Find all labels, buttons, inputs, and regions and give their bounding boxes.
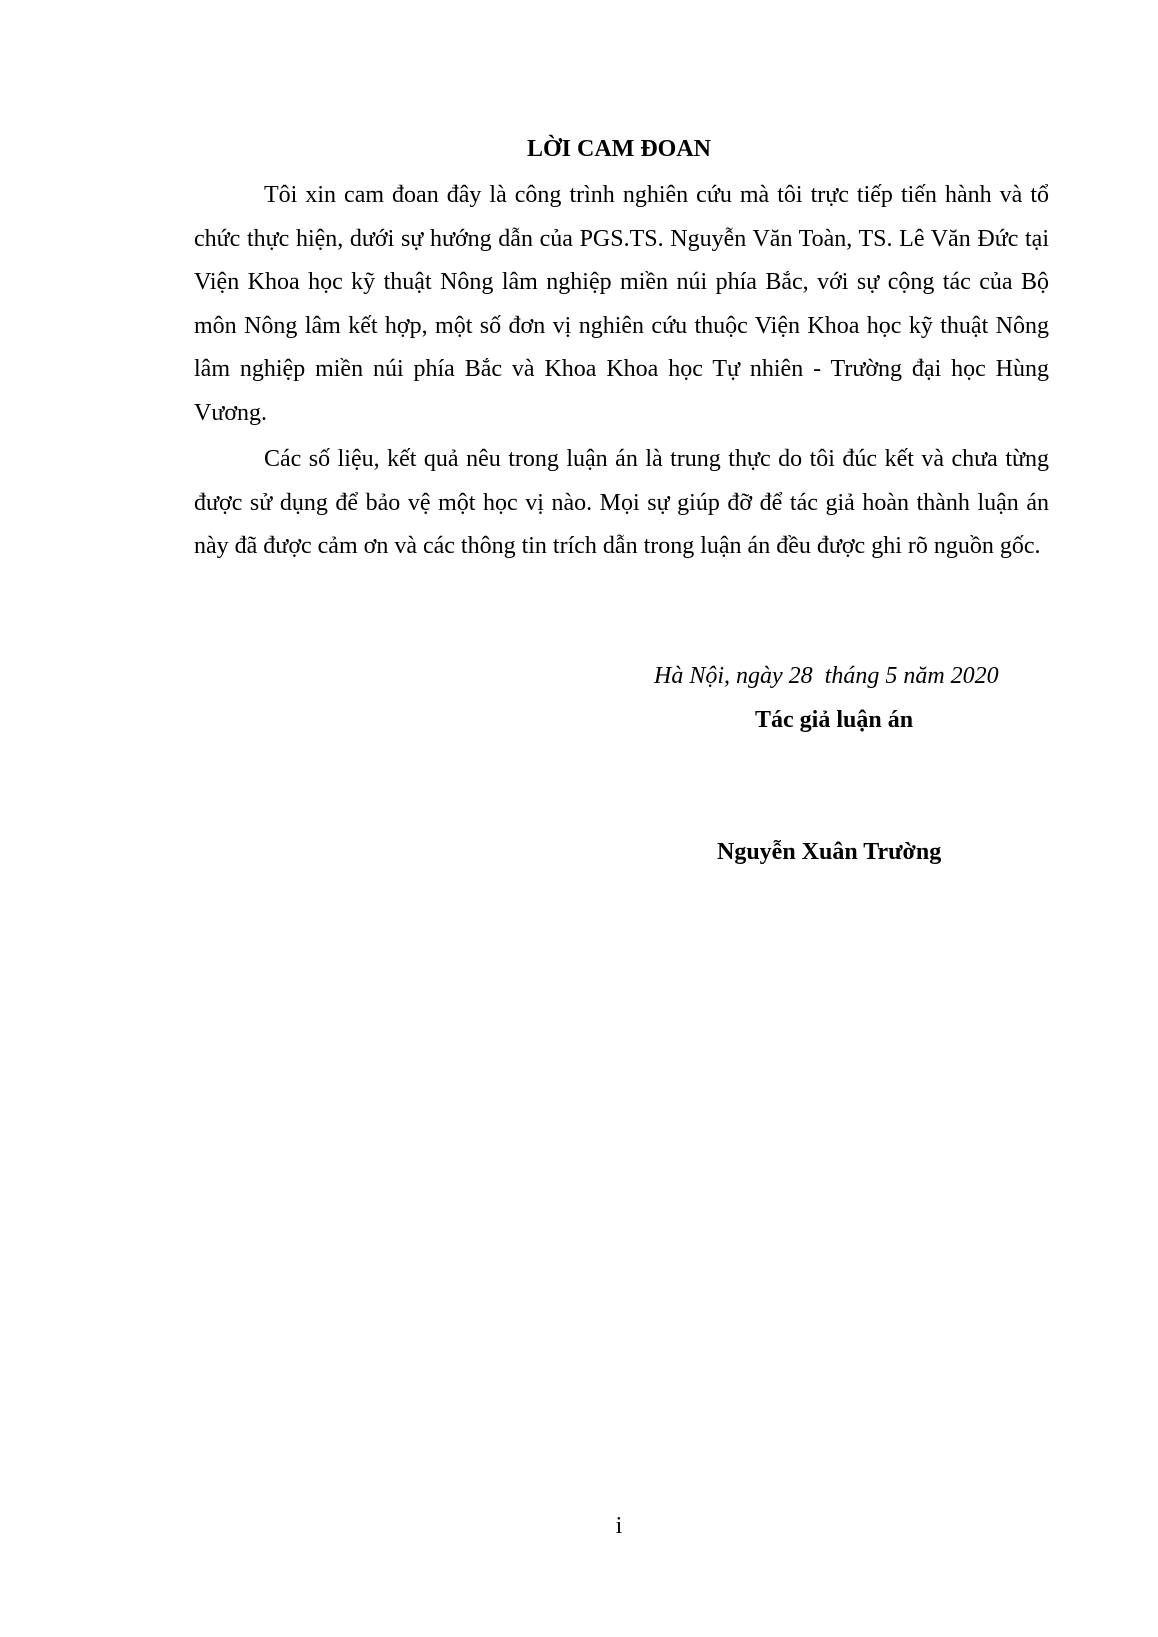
commitment-paragraph-2: Các số liệu, kết quả nêu trong luận án là trung thực do tôi đúc kết và chưa từng được sử dụng để bảo vệ một học vị nào. Mọi sự giúp đỡ để tác giả hoàn thành luận án này đã được cảm ơn và các thông tin trích dẫn trong luận án đều được ghi rõ nguồn gốc. — [194, 446, 1049, 559]
author-label: Tác giả luận án — [755, 707, 914, 733]
page-number: i — [615, 1513, 623, 1539]
commitment-paragraph-1: Tôi xin cam đoan đây là công trình nghiên cứu mà tôi trực tiếp tiến hành và tổ chức thực hiện, dưới sự hướng dẫn của PGS.TS. Nguyễn Văn Toàn, TS. Lê Văn Đức tại Viện Khoa học kỹ thuật Nông lâm nghiệp miền núi phía Bắc, với sự cộng tác của Bộ môn Nông lâm kết hợp, một số đơn vị nghiên cứu thuộc Viện Khoa học kỹ thuật Nông lâm nghiệp miền núi phía Bắc và Khoa Khoa học Tự nhiên - Trường đại học Hùng Vương. — [194, 182, 1049, 426]
document-title: LỜI CAM ĐOAN — [527, 136, 711, 162]
signature-date: Hà Nội, ngày 28 tháng 5 năm 2020 — [654, 663, 999, 689]
author-name: Nguyễn Xuân Trường — [717, 839, 942, 865]
